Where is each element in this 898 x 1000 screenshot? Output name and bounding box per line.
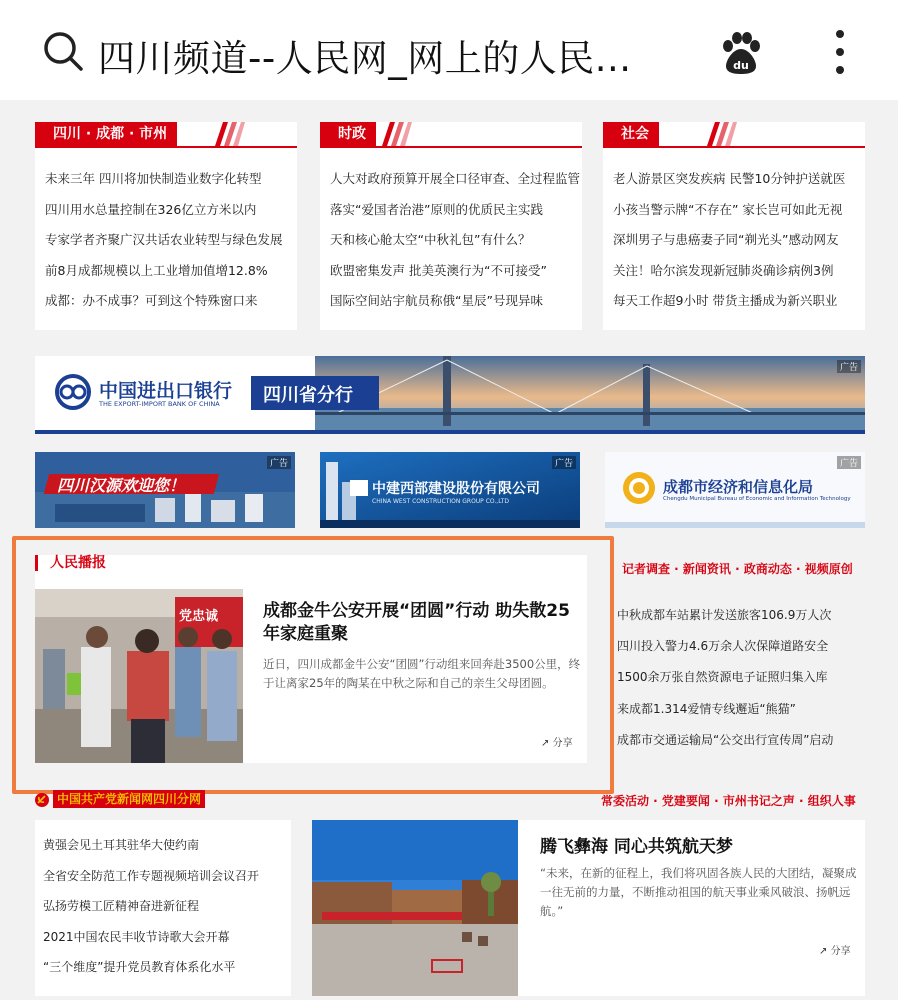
chengdu-econ-ad[interactable] xyxy=(605,452,865,528)
top-bar xyxy=(0,0,898,100)
list-item[interactable]: 成都：办不成事？可到这个特殊窗口来 xyxy=(45,293,258,308)
china-west-ad[interactable] xyxy=(320,452,580,528)
list-item[interactable]: 四川用水总量控制在326亿立方米以内 xyxy=(45,201,257,217)
feature-photo-art xyxy=(312,820,518,996)
feature-photo[interactable] xyxy=(312,820,518,996)
list-item[interactable]: 前8月成都规模以上工业增加值增12.8% xyxy=(45,262,268,278)
list-item[interactable]: 成都市交通运输局“公交出行宣传周”启动 xyxy=(617,732,834,747)
feature-title[interactable]: 腾飞彝海 同心共筑航天梦 xyxy=(540,837,733,857)
share-button[interactable] xyxy=(819,942,851,957)
people-broadcast-title[interactable]: 成都金牛公安开展“团圆”行动 助失散25年家庭重聚 xyxy=(263,601,570,644)
news-section-society xyxy=(603,122,865,330)
party-news-list xyxy=(43,830,259,983)
party-emblem-icon xyxy=(35,792,49,808)
list-item[interactable]: 黄强会见土耳其驻华大使约南 xyxy=(43,838,200,852)
section-header xyxy=(603,122,865,148)
party-category-links[interactable]: 常委活动 · 党建要闻 · 市州书记之声 · 组织人事 xyxy=(601,794,856,808)
list-item[interactable]: 国际空间站宇航员称俄“星辰”号现异味 xyxy=(330,293,543,308)
ad-tag: 广告 xyxy=(552,456,576,469)
page-content xyxy=(0,100,898,1000)
search-icon[interactable] xyxy=(42,30,84,72)
section-tab[interactable]: 四川 · 成都 · 市州 xyxy=(35,122,177,146)
baidu-text: du xyxy=(733,59,749,72)
stripes-decoration xyxy=(382,122,412,146)
share-icon: ↗ xyxy=(819,946,828,957)
share-label: 分享 xyxy=(830,946,851,957)
party-news-card xyxy=(35,820,291,996)
list-item[interactable]: 1500余万张自然资源电子证照归集入库 xyxy=(617,670,828,685)
news-section-politics xyxy=(320,122,582,330)
list-item[interactable]: 2021中国农民丰收节诗歌大会开幕 xyxy=(43,929,230,944)
feature-desc: “未来，在新的征程上，我们将巩固各族人民的大团结，凝聚成一往无前的力量，不断推动祖国的航天事业乘风破浪、扬帆远航。” xyxy=(540,866,857,918)
section-tab[interactable]: 社会 xyxy=(603,122,659,146)
list-item[interactable]: 欧盟密集发声 批美英澳行为“不可接受” xyxy=(330,262,547,278)
section-header xyxy=(320,122,582,148)
ad-tag: 广告 xyxy=(267,456,291,469)
share-icon: ↗ xyxy=(541,738,550,749)
news-list xyxy=(45,164,283,317)
more-menu-icon[interactable] xyxy=(833,28,847,76)
section-header xyxy=(35,122,297,148)
list-item[interactable]: 四川投入警力4.6万余人次保障道路安全 xyxy=(617,639,829,654)
china-west-name-en: CHINA WEST CONSTRUCTION GROUP CO.,LTD xyxy=(372,498,509,505)
chengdu-econ-name-cn: 成都市经济和信息化局 xyxy=(663,478,814,496)
bank-branch: 四川省分行 xyxy=(263,385,353,406)
list-item[interactable]: 深圳男子与患癌妻子同“剃光头”感动网友 xyxy=(613,232,839,247)
bank-banner-ad[interactable] xyxy=(35,356,865,434)
list-item[interactable]: 未来三年 四川将加快制造业数字化转型 xyxy=(45,171,262,186)
chengdu-econ-name-en: Chengdu Municipal Bureau of Economic and Information Technology xyxy=(663,496,851,502)
people-broadcast-label[interactable]: 人民播报 xyxy=(35,555,106,571)
china-west-name-cn: 中建西部建设股份有限公司 xyxy=(372,481,540,497)
hanyuan-ad-text: 四川汉源欢迎您！ xyxy=(57,476,186,495)
stripes-decoration xyxy=(215,122,245,146)
ad-tag: 广告 xyxy=(837,456,861,469)
list-item[interactable]: 弘扬劳模工匠精神奋进新征程 xyxy=(43,899,200,913)
list-item[interactable]: 落实“爱国者治港”原则的优质民主实践 xyxy=(330,201,543,217)
ad-tag: 广告 xyxy=(837,360,861,373)
bank-name-en: THE EXPORT-IMPORT BANK OF CHINA xyxy=(99,400,220,408)
page-title[interactable]: 四川频道--人民网_网上的人民... xyxy=(98,37,632,80)
list-item[interactable]: 关注！哈尔滨发现新冠肺炎确诊病例3例 xyxy=(613,262,834,278)
stripes-decoration xyxy=(707,122,737,146)
bank-name-cn: 中国进出口银行 xyxy=(99,380,233,402)
feature-card xyxy=(518,820,865,996)
list-item[interactable]: 全省安全防范工作专题视频培训会议召开 xyxy=(43,868,260,883)
list-item[interactable]: 每天工作超9小时 带货主播成为新兴职业 xyxy=(613,293,838,308)
list-item[interactable]: “三个维度”提升党员教育体系化水平 xyxy=(43,960,236,974)
hanyuan-ad[interactable] xyxy=(35,452,295,528)
list-item[interactable]: 天和核心舱太空“中秋礼包”有什么？ xyxy=(330,232,531,247)
list-item[interactable]: 来成都1.314爱情专线邂逅“熊猫” xyxy=(617,701,796,716)
party-news-label: 中国共产党新闻网四川分网 xyxy=(53,790,205,808)
list-item[interactable]: 老人游景区突发疾病 民警10分钟护送就医 xyxy=(613,171,846,186)
right-news-list xyxy=(617,600,833,756)
news-list xyxy=(330,164,580,317)
list-item[interactable]: 人大对政府预算开展全口径审查、全过程监管 xyxy=(330,171,581,186)
list-item[interactable]: 小孩当警示牌“不存在” 家长岂可如此无视 xyxy=(613,201,843,217)
news-section-sichuan xyxy=(35,122,297,330)
share-label: 分享 xyxy=(552,738,573,749)
section-tab[interactable]: 时政 xyxy=(320,122,376,146)
list-item[interactable]: 专家学者齐聚广汉共话农业转型与绿色发展 xyxy=(45,232,283,247)
baidu-paw-icon[interactable] xyxy=(718,30,764,76)
photo-sign-text: 党忠诚 xyxy=(179,609,219,624)
people-broadcast-desc: 近日，四川成都金牛公安“团圆”行动组来回奔赴3500公里，终于让离家25年的陶某在中秋之际和自己的亲生父母团圆。 xyxy=(263,657,581,690)
right-category-links[interactable]: 记者调查 · 新闻资讯 · 政商动态 · 视频原创 xyxy=(622,562,853,576)
orange-highlight-box xyxy=(12,536,614,794)
list-item[interactable]: 中秋成都车站累计发送旅客106.9万人次 xyxy=(617,608,832,622)
news-list xyxy=(613,164,845,317)
